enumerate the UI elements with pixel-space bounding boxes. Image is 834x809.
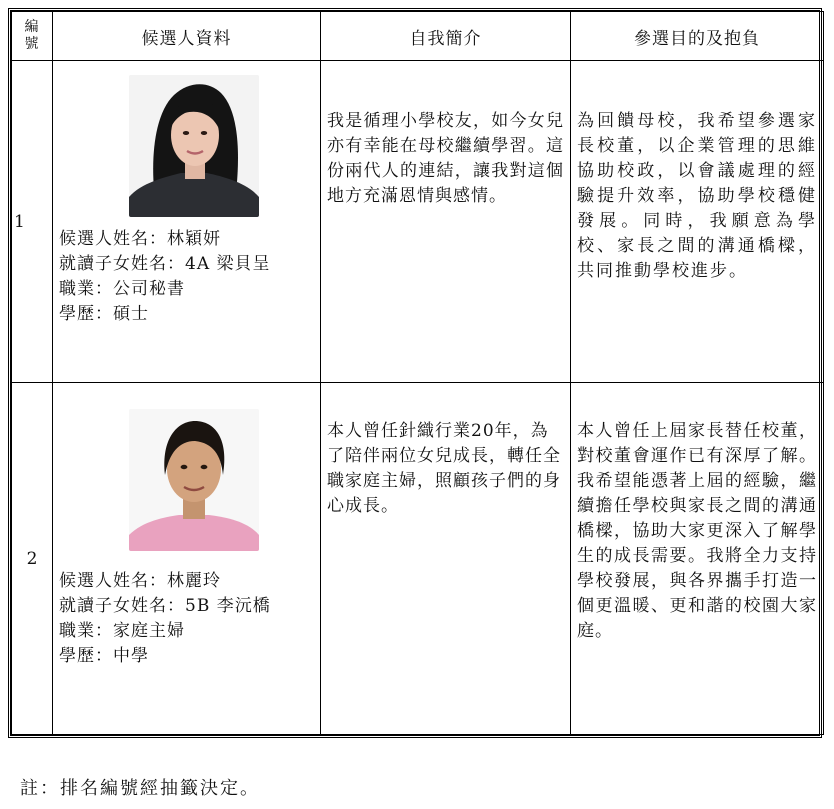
candidate-portrait-image xyxy=(129,75,259,217)
candidate-child: 就讀子女姓名：4A 梁貝呈 xyxy=(59,254,271,275)
header-number-char-2: 號 xyxy=(24,36,40,53)
candidate-intro-cell xyxy=(321,383,571,735)
header-number-char-1: 編 xyxy=(24,19,40,36)
candidate-intro: 我是循理小學校友，如今女兒亦有幸能在母校繼續學習。這份兩代人的連結，讓我對這個地方充滿恩情與感情。 xyxy=(327,111,564,207)
candidate-name: 候選人姓名：林麗玲 xyxy=(59,571,221,592)
candidate-education: 學歷：中學 xyxy=(59,646,149,667)
candidate-facts xyxy=(59,227,271,327)
header-candidate-info: 候選人資料 xyxy=(53,12,321,61)
candidate-occupation: 職業：家庭主婦 xyxy=(59,621,185,642)
candidate-table-grid xyxy=(11,11,824,735)
candidate-name: 候選人姓名：林穎妍 xyxy=(59,229,221,250)
candidate-goal-cell xyxy=(571,61,824,383)
table-header-row xyxy=(12,12,824,61)
candidate-goal: 本人曾任上屆家長替任校董，對校董會運作已有深厚了解。我希望能憑著上屆的經驗，繼續擔任學校與家長之間的溝通橋樑，協助大家更深入了解學生的成長需要。我將全力支持學校發展，與各界攜手打造一個更溫暖、更和諧的校園大家庭。 xyxy=(577,421,817,642)
candidate-goal: 為回饋母校，我希望參選家長校董，以企業管理的思維協助校政，以會議處理的經驗提升效率，協助學校穩健發展。同時，我願意為學校、家長之間的溝通橋樑，共同推動學校進步。 xyxy=(577,111,817,282)
candidate-intro: 本人曾任針織行業20年，為了陪伴兩位女兒成長，轉任全職家庭主婦，照顧孩子們的身心成長。 xyxy=(327,421,561,517)
candidate-education: 學歷：碩士 xyxy=(59,304,149,325)
candidate-intro-cell xyxy=(321,61,571,383)
table-row xyxy=(12,383,824,735)
table-row xyxy=(12,61,824,383)
header-number xyxy=(12,12,53,61)
candidate-facts xyxy=(59,569,271,669)
footnote: 註：排名編號經抽籤決定。 xyxy=(20,778,260,799)
header-goals: 參選目的及抱負 xyxy=(571,12,824,61)
candidate-occupation: 職業：公司秘書 xyxy=(59,279,185,300)
candidate-child: 就讀子女姓名：5B 李沅橋 xyxy=(59,596,271,617)
candidate-photo xyxy=(129,409,259,551)
candidate-goal-cell xyxy=(571,383,824,735)
candidate-photo xyxy=(129,75,259,217)
candidate-table xyxy=(8,8,822,738)
candidate-info-cell xyxy=(53,383,321,735)
candidate-info-cell xyxy=(53,61,321,383)
candidate-portrait-image xyxy=(129,409,259,551)
candidate-number: 2 xyxy=(12,383,53,735)
header-self-intro: 自我簡介 xyxy=(321,12,571,61)
candidate-number: 1 xyxy=(12,61,53,383)
